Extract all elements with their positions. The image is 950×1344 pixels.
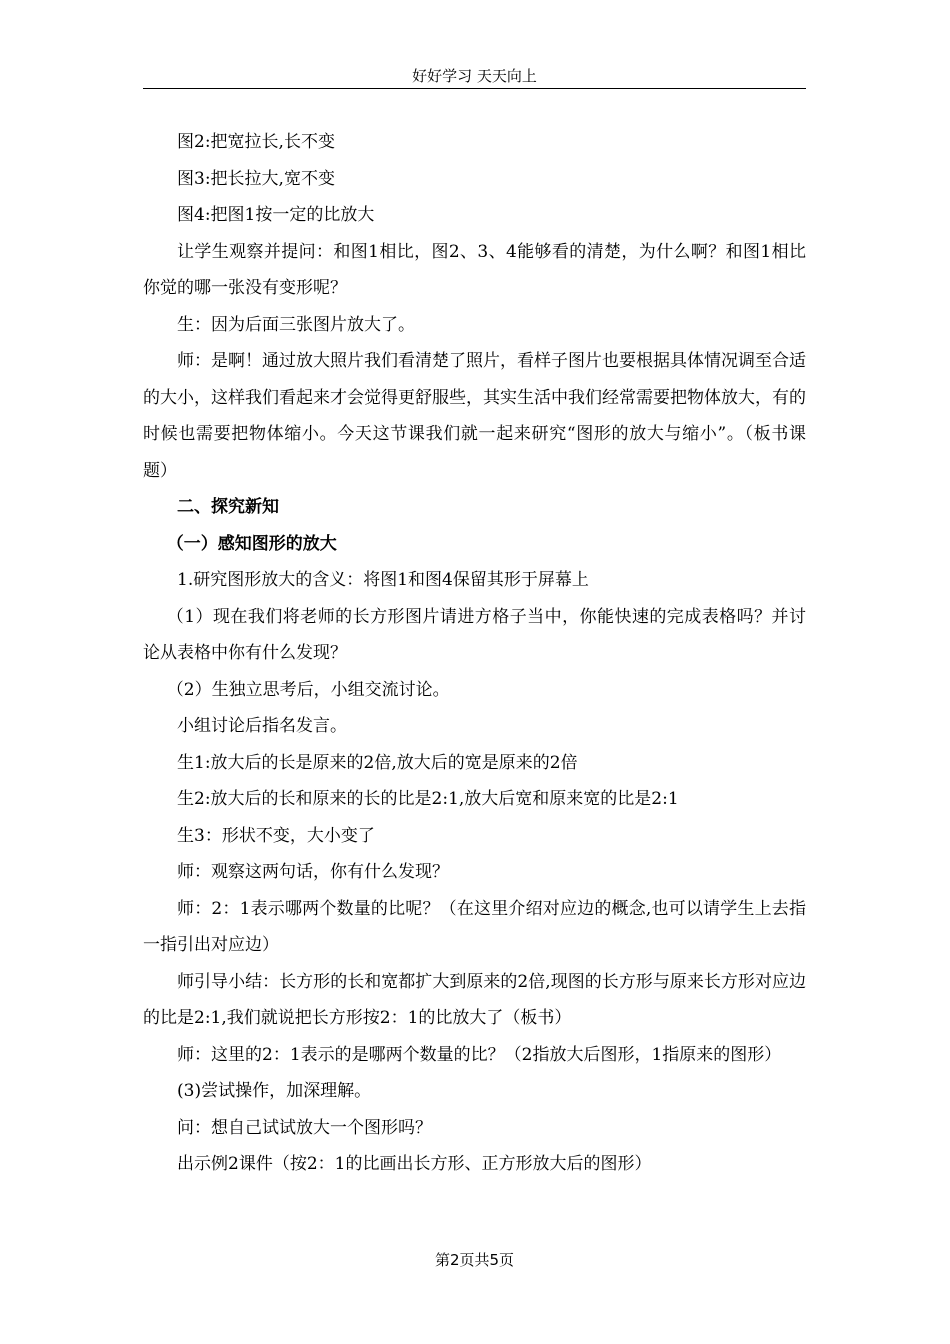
paragraph-observe-question: 让学生观察并提问：和图1相比，图2、3、4能够看的清楚，为什么啊？和图1相比你觉的哪一张没有变形呢？ [143, 241, 806, 298]
paragraph-teacher-ratio: 师：2：1表示哪两个数量的比呢？（在这里介绍对应边的概念,也可以请学生上去指一指引出对应边） [143, 898, 806, 955]
paragraph-teacher-observe: 师：观察这两句话，你有什么发现？ [177, 862, 449, 882]
paragraph-teacher-intro: 师：是啊！通过放大照片我们看清楚了照片，看样子图片也要根据具体情况调至合适的大小，这样我们看起来才会觉得更舒服些，其实生活中我们经常需要把物体放大，有的时候也需要把物体缩小。今天这节课我们就一起来研究“图形的放大与缩小”。（板书课题） [143, 351, 806, 481]
paragraph-example-2: 出示例2课件（按2：1的比画出长方形、正方形放大后的图形） [177, 1154, 652, 1174]
paragraph-step-2: （2）生独立思考后，小组交流讨论。 [166, 679, 450, 700]
header-divider [143, 88, 806, 89]
paragraph-figure-4: 图4:把图1按一定的比放大 [177, 205, 375, 225]
paragraph-group-speak: 小组讨论后指名发言。 [177, 716, 347, 736]
paragraph-teacher-meaning: 师：这里的2：1表示的是哪两个数量的比？（2指放大后图形，1指原来的图形） [177, 1044, 782, 1065]
paragraph-student-1: 生1:放大后的长是原来的2倍,放大后的宽是原来的2倍 [177, 752, 578, 773]
paragraph-teacher-summary: 师引导小结：长方形的长和宽都扩大到原来的2倍,现图的长方形与原来长方形对应边的比是2:1,我们就说把长方形按2：1的比放大了（板书） [143, 971, 806, 1028]
paragraph-question-try: 问：想自己试试放大一个图形吗？ [177, 1117, 432, 1138]
paragraph-step-3: (3)尝试操作，加深理解。 [177, 1081, 372, 1101]
page-header: 好好学习 天天向上 [412, 67, 537, 85]
subsection-heading-enlarge: （一）感知图形的放大 [166, 533, 337, 554]
page-footer: 第2页共5页 [434, 1251, 515, 1269]
paragraph-research-meaning: 1.研究图形放大的含义：将图1和图4保留其形于屏幕上 [177, 570, 589, 590]
paragraph-figure-3: 图3:把长拉大,宽不变 [177, 168, 335, 189]
paragraph-figure-2: 图2:把宽拉长,长不变 [177, 132, 335, 152]
paragraph-student-3: 生3：形状不变，大小变了 [177, 825, 375, 846]
paragraph-student-2: 生2:放大后的长和原来的长的比是2:1,放大后宽和原来宽的比是2:1 [177, 789, 679, 809]
paragraph-student-answer: 生：因为后面三张图片放大了。 [177, 314, 415, 335]
document-body [143, 124, 806, 1183]
paragraph-step-1: （1）现在我们将老师的长方形图片请进方格子当中，你能快速的完成表格吗？并讨论从表格中你有什么发现？ [143, 606, 806, 663]
section-heading-explore: 二、探究新知 [177, 497, 279, 517]
